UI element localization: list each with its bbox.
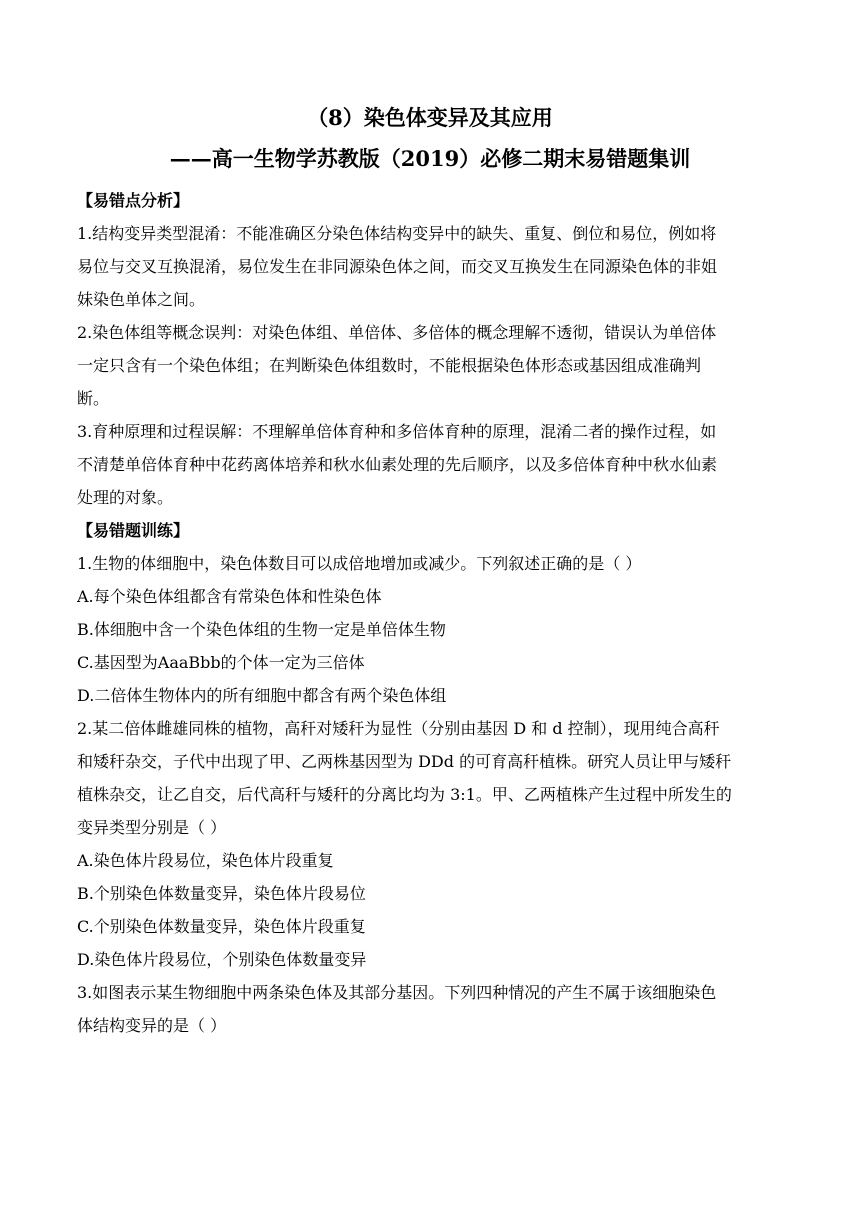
analysis-line: 1.结构变异类型混淆：不能准确区分染色体结构变异中的缺失、重复、倒位和易位，例如将 [77,224,717,243]
question-3-stem-line: 体结构变异的是（ ） [77,1016,227,1035]
document-body [77,184,787,1042]
page-subtitle: ——高一生物学苏教版（2019）必修二期末易错题集训 [169,146,691,171]
page-title: （8）染色体变异及其应用 [307,105,553,130]
question-2-stem-line: 变异类型分别是（ ） [77,818,227,837]
analysis-line: 处理的对象。 [77,488,174,507]
section-heading-analysis: 【易错点分析】 [77,191,190,210]
question-2-option-a: A.染色体片段易位，染色体片段重复 [77,851,334,870]
analysis-line: 不清楚单倍体育种中花药离体培养和秋水仙素处理的先后顺序，以及多倍体育种中秋水仙素 [77,455,718,474]
question-1-option-b: B.体细胞中含一个染色体组的生物一定是单倍体生物 [77,620,446,639]
analysis-line: 易位与交叉互换混淆，易位发生在非同源染色体之间，而交叉互换发生在同源染色体的非姐 [77,257,718,276]
analysis-line: 2.染色体组等概念误判：对染色体组、单倍体、多倍体的概念理解不透彻，错误认为单倍体 [77,323,717,342]
question-3-stem-line: 3.如图表示某生物细胞中两条染色体及其部分基因。下列四种情况的产生不属于该细胞染色 [77,983,717,1002]
question-1-option-a: A.每个染色体组都含有常染色体和性染色体 [77,587,382,606]
question-1-option-d: D.二倍体生物体内的所有细胞中都含有两个染色体组 [77,686,447,705]
question-2-option-d: D.染色体片段易位，个别染色体数量变异 [77,950,367,969]
analysis-line: 妹染色单体之间。 [77,290,206,309]
question-1-option-c: C.基因型为AaaBbb的个体一定为三倍体 [77,653,365,672]
analysis-line: 3.育种原理和过程误解：不理解单倍体育种和多倍体育种的原理，混淆二者的操作过程，如 [77,422,717,441]
question-2-stem-line: 2.某二倍体雌雄同株的植物，高秆对矮秆为显性（分别由基因 D 和 d 控制），现用纯合高秆 [77,719,720,738]
question-1-stem: 1.生物的体细胞中，染色体数目可以成倍地增加或减少。下列叙述正确的是（ ） [77,554,642,573]
question-2-stem-line: 和矮秆杂交，子代中出现了甲、乙两株基因型为 DDd 的可育高秆植株。研究人员让甲与矮秆 [77,752,732,771]
question-2-stem-line: 植株杂交，让乙自交，后代高秆与矮秆的分离比均为 3:1。甲、乙两植株产生过程中所发生的 [77,785,732,804]
analysis-line: 一定只含有一个染色体组；在判断染色体组数时，不能根据染色体形态或基因组成准确判 [77,356,702,375]
question-2-option-c: C.个别染色体数量变异，染色体片段重复 [77,917,366,936]
section-heading-training: 【易错题训练】 [77,521,190,540]
question-2-option-b: B.个别染色体数量变异，染色体片段易位 [77,884,366,903]
analysis-line: 断。 [77,389,110,408]
